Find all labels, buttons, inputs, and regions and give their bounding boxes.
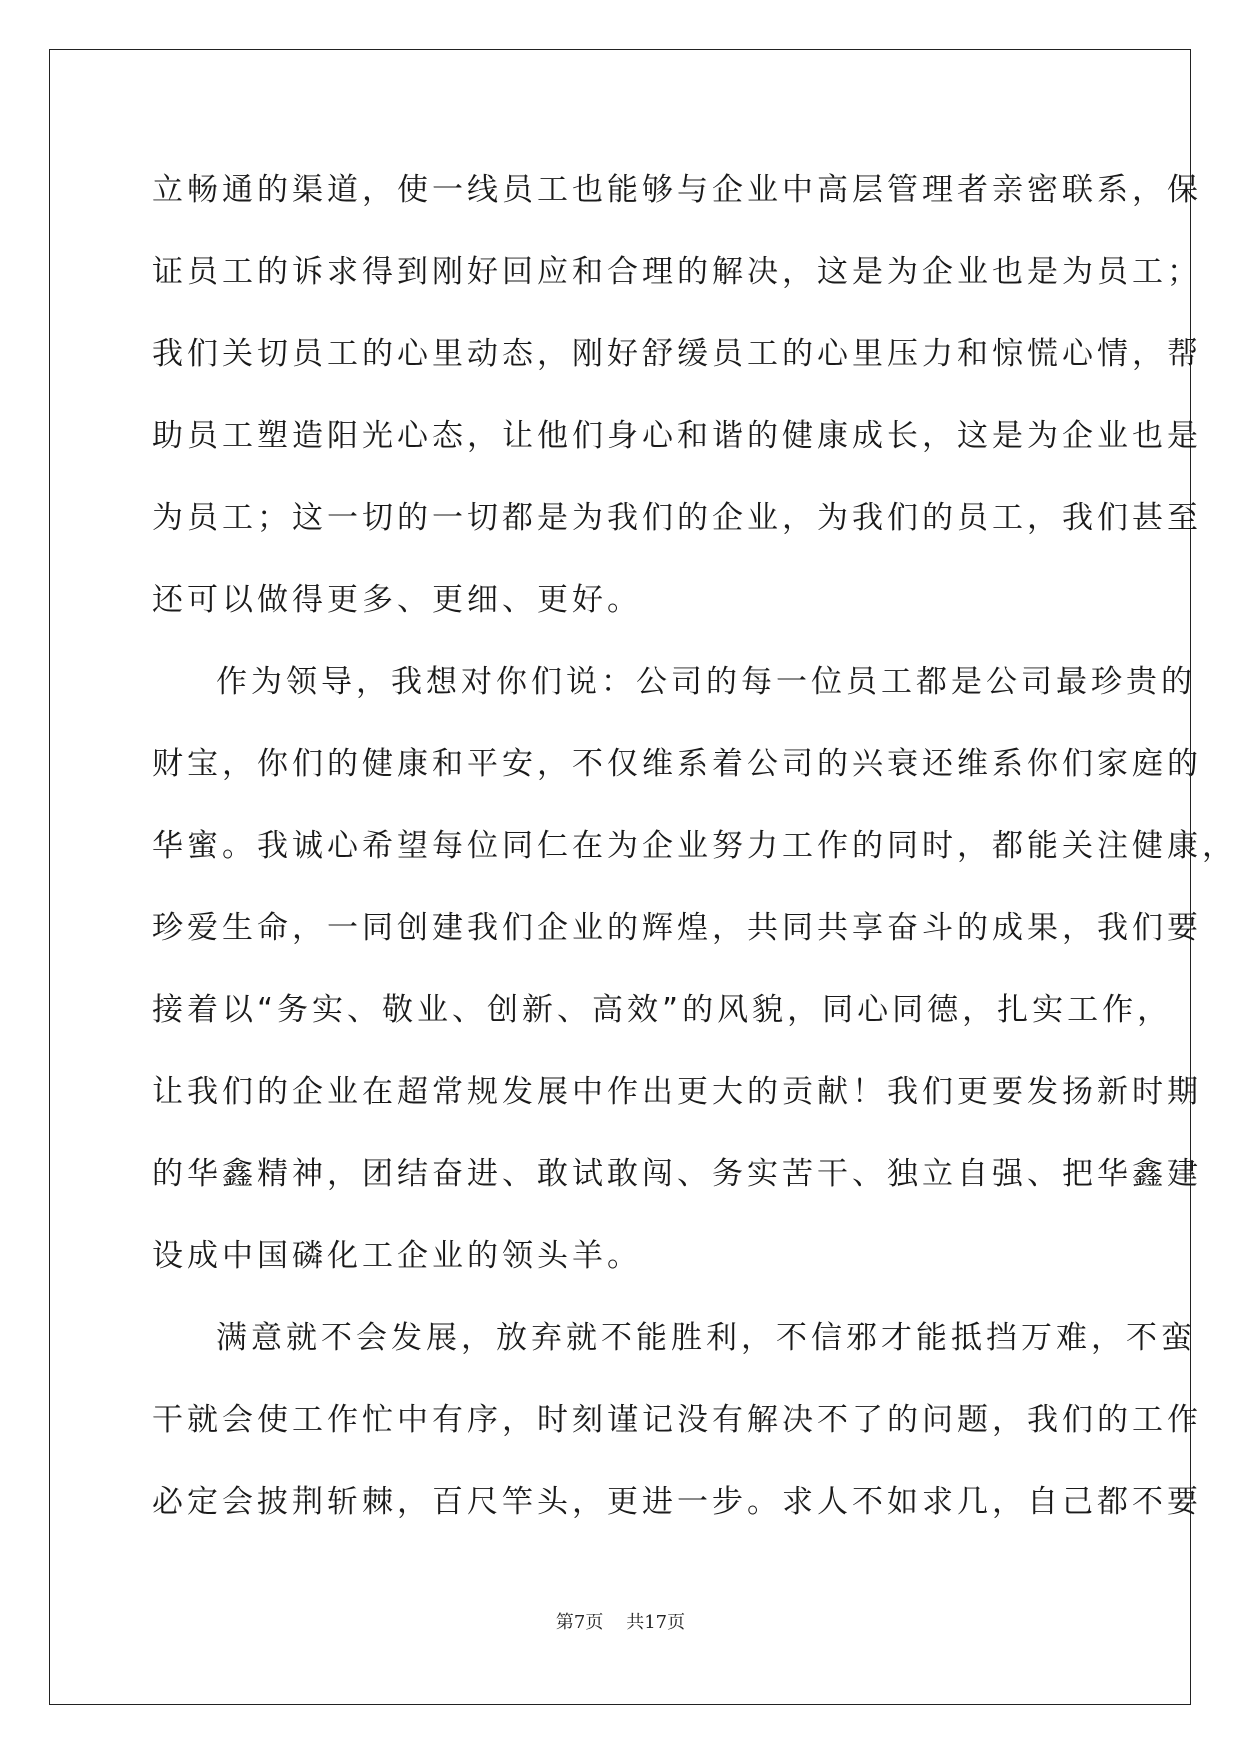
document-body bbox=[152, 162, 1237, 1556]
page-total: 共17页 bbox=[626, 1612, 686, 1633]
page-number: 第7页 bbox=[555, 1612, 604, 1633]
text-line: 干就会使工作忙中有序，时刻谨记没有解决不了的问题，我们的工作 bbox=[152, 1402, 1202, 1438]
text-line: 财宝，你们的健康和平安，不仅维系着公司的兴衰还维系你们家庭的 bbox=[152, 746, 1202, 782]
text-line: 华蜜。我诚心希望每位同仁在为企业努力工作的同时，都能关注健康， bbox=[152, 828, 1237, 864]
text-line: 珍爱生命，一同创建我们企业的辉煌，共同共享奋斗的成果，我们要 bbox=[152, 910, 1202, 946]
text-line: 证员工的诉求得到刚好回应和合理的解决，这是为企业也是为员工； bbox=[152, 254, 1202, 290]
paragraph-first-line: 满意就不会发展，放弃就不能胜利，不信邪才能抵挡万难，不蛮 bbox=[216, 1320, 1196, 1356]
text-line: 为员工；这一切的一切都是为我们的企业，为我们的员工，我们甚至 bbox=[152, 500, 1202, 536]
text-line: 立畅通的渠道，使一线员工也能够与企业中高层管理者亲密联系，保 bbox=[152, 172, 1202, 208]
text-line: 让我们的企业在超常规发展中作出更大的贡献！我们更要发扬新时期 bbox=[152, 1074, 1202, 1110]
page-footer bbox=[0, 1608, 1241, 1634]
text-line: 必定会披荆斩棘，百尺竿头，更进一步。求人不如求几，自己都不要 bbox=[152, 1484, 1202, 1520]
text-line: 还可以做得更多、更细、更好。 bbox=[152, 582, 642, 618]
paragraph-first-line: 作为领导，我想对你们说：公司的每一位员工都是公司最珍贵的 bbox=[216, 664, 1196, 700]
text-line: 接着以“务实、敬业、创新、高效”的风貌，同心同德，扎实工作， bbox=[152, 992, 1173, 1028]
text-line: 设成中国磷化工企业的领头羊。 bbox=[152, 1238, 642, 1274]
text-line: 的华鑫精神，团结奋进、敢试敢闯、务实苦干、独立自强、把华鑫建 bbox=[152, 1156, 1202, 1192]
text-line: 助员工塑造阳光心态，让他们身心和谐的健康成长，这是为企业也是 bbox=[152, 418, 1202, 454]
text-line: 我们关切员工的心里动态，刚好舒缓员工的心里压力和惊慌心情，帮 bbox=[152, 336, 1202, 372]
